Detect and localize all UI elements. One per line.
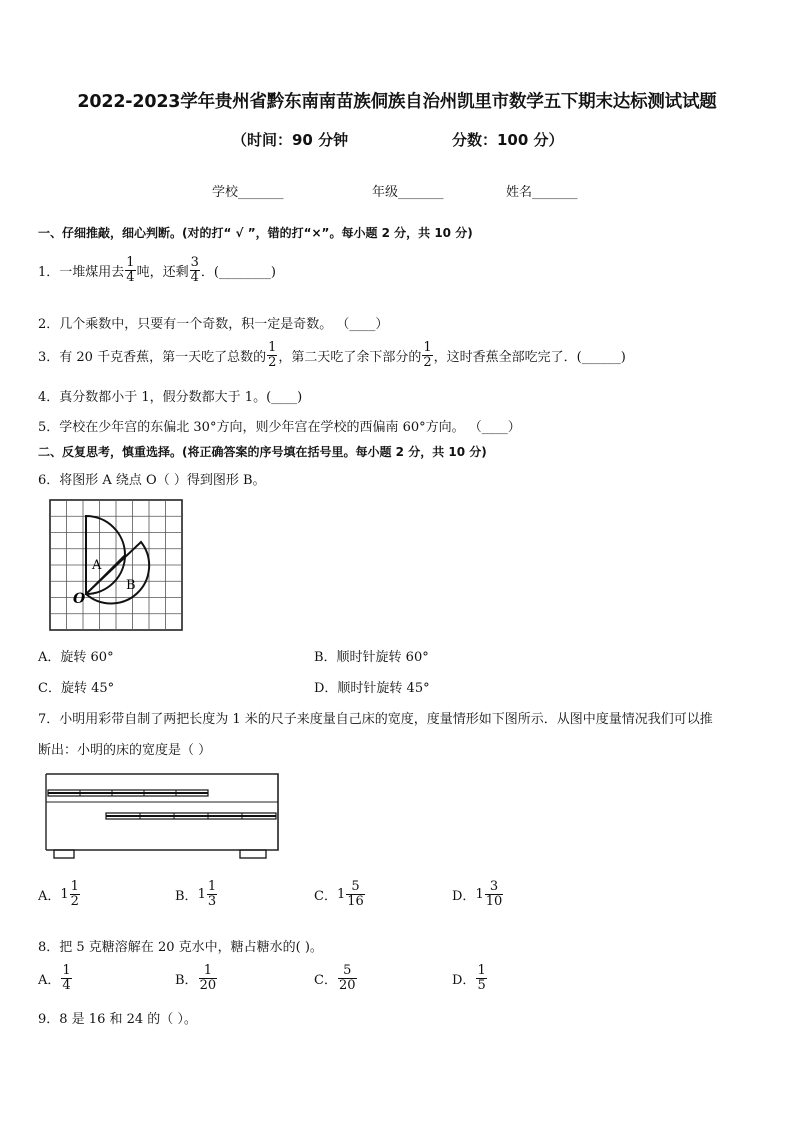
q8-c-fraction — [338, 964, 357, 993]
q8-d-fraction — [476, 964, 486, 993]
q3-fraction-2 — [422, 341, 432, 370]
page-title: 2022-2023学年贵州省黔东南南苗族侗族自治州凯里市数学五下期末达标测试试题 — [77, 92, 717, 112]
q3-f1-den: 2 — [268, 355, 277, 370]
q7-option-b — [175, 880, 218, 909]
q1-text-post: ．(________) — [200, 265, 277, 280]
q7-a-fraction — [70, 880, 80, 909]
q8-option-d — [452, 964, 488, 993]
q3-f1-num: 1 — [268, 340, 277, 355]
q8-b-den: 20 — [199, 978, 217, 993]
q8-option-a — [38, 964, 73, 993]
question-3 — [38, 341, 626, 370]
q3-text-mid: ，第二天吃了余下部分的 — [278, 350, 422, 365]
q1-f1-num: 1 — [126, 255, 135, 270]
q7-c-label: C． — [314, 889, 337, 904]
q8-option-b — [175, 964, 218, 993]
exam-time: （时间：90 分钟 — [232, 131, 349, 149]
label-b: B — [126, 578, 136, 593]
question-6: 6．将图形 A 绕点 O（ ）得到图形 B。 — [38, 473, 266, 488]
q7-b-fraction — [207, 880, 217, 909]
exam-score: 分数：100 分） — [452, 131, 564, 149]
q7-b-whole: 1 — [197, 887, 206, 902]
q7-d-den: 10 — [485, 894, 503, 909]
question-5: 5．学校在少年宫的东偏北 30°方向，则少年宫在学校的西偏南 60°方向。 （____） — [38, 420, 521, 435]
q3-f2-num: 1 — [423, 340, 432, 355]
q3-fraction-1 — [267, 341, 277, 370]
q8-a-fraction — [61, 964, 71, 993]
q1-fraction-1 — [125, 256, 135, 285]
q7-a-den: 2 — [70, 894, 79, 909]
grade-field: 年级_______ — [372, 185, 444, 200]
q7-a-num: 1 — [70, 879, 79, 894]
question-9: 9．8 是 16 和 24 的（ ）。 — [38, 1012, 197, 1027]
q8-option-c — [314, 964, 358, 993]
q6-option-b: B．顺时针旋转 60° — [314, 650, 429, 665]
q1-f2-num: 3 — [190, 255, 199, 270]
question-1 — [38, 256, 276, 285]
name-field: 姓名_______ — [506, 185, 578, 200]
q7-b-num: 1 — [207, 879, 217, 894]
q8-a-num: 1 — [62, 963, 71, 978]
q8-b-label: B． — [175, 973, 198, 988]
question-2: 2．几个乘数中，只要有一个奇数，积一定是奇数。 （____） — [38, 317, 389, 332]
question-8: 8．把 5 克糖溶解在 20 克水中，糖占糖水的( )。 — [38, 940, 323, 955]
q7-c-whole: 1 — [336, 887, 346, 902]
q8-c-den: 20 — [338, 978, 356, 993]
q7-b-den: 3 — [207, 894, 217, 909]
q7-a-whole: 1 — [60, 887, 69, 902]
q3-text-post: ，这时香蕉全部吃完了．(______) — [433, 350, 626, 365]
section-1-heading: 一、仔细推敲，细心判断。(对的打“ √ ”，错的打“×”。每小题 2 分，共 10 分) — [38, 226, 473, 240]
q7-option-d — [452, 880, 504, 909]
q8-b-num: 1 — [203, 963, 212, 978]
label-o: O — [73, 591, 86, 607]
label-a: A — [92, 558, 102, 573]
q1-f2-den: 4 — [190, 270, 199, 285]
q7-c-den: 16 — [347, 894, 364, 909]
question-7-line-1: 7．小明用彩带自制了两把长度为 1 米的尺子来度量自己床的宽度，度量情形如下图所示．从图中度量情况我们可以推 — [38, 712, 713, 727]
q7-a-label: A． — [38, 889, 61, 904]
rotation-grid-figure — [48, 498, 184, 632]
question-4: 4．真分数都小于 1，假分数都大于 1。(____) — [38, 390, 303, 405]
shape-a — [86, 516, 125, 594]
q6-option-d: D．顺时针旋转 45° — [314, 681, 430, 696]
section-2-heading: 二、反复思考，慎重选择。(将正确答案的序号填在括号里。每小题 2 分，共 10 分) — [38, 445, 487, 459]
q7-option-a — [38, 880, 81, 909]
q3-f2-den: 2 — [423, 355, 432, 370]
q7-d-label: D． — [452, 889, 476, 904]
question-7-line-2: 断出：小明的床的宽度是（ ） — [38, 743, 212, 758]
q7-c-num: 5 — [351, 879, 360, 894]
q8-d-num: 1 — [477, 963, 486, 978]
q7-b-label: B． — [175, 889, 198, 904]
q8-d-label: D． — [452, 973, 476, 988]
school-field: 学校_______ — [212, 185, 284, 200]
q8-b-fraction — [199, 964, 218, 993]
q7-option-c — [314, 880, 366, 909]
q1-text-mid: 吨，还剩 — [136, 265, 189, 280]
bed-measure-figure — [40, 770, 284, 866]
q1-f1-den: 4 — [126, 270, 135, 285]
q3-text-pre: 3．有 20 千克香蕉，第一天吃了总数的 — [38, 350, 267, 365]
q1-fraction-2 — [190, 256, 200, 285]
q8-c-num: 5 — [343, 963, 352, 978]
q6-option-c: C．旋转 45° — [38, 681, 115, 696]
q7-d-whole: 1 — [475, 887, 484, 902]
q7-d-num: 3 — [489, 879, 499, 894]
q7-d-fraction — [485, 880, 504, 909]
q8-a-den: 4 — [62, 978, 71, 993]
q6-option-a: A．旋转 60° — [38, 650, 114, 665]
q1-text-pre: 1．一堆煤用去 — [38, 265, 125, 280]
q8-a-label: A． — [38, 973, 61, 988]
q7-c-fraction — [346, 880, 365, 909]
q8-d-den: 5 — [477, 978, 486, 993]
q8-c-label: C． — [314, 973, 337, 988]
